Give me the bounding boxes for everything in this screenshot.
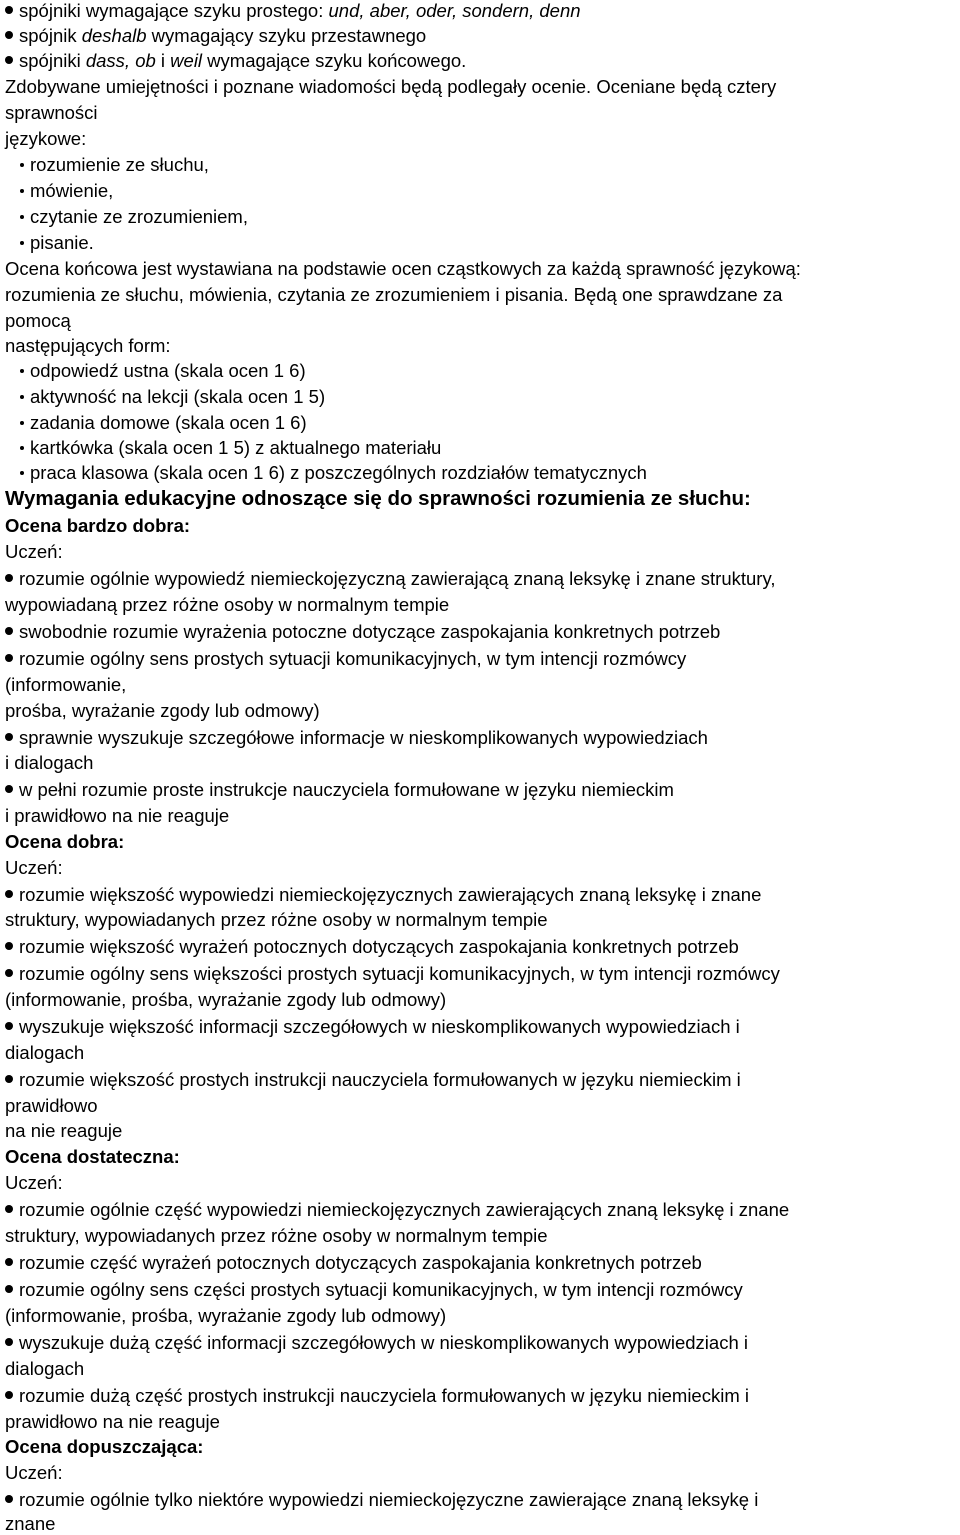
list-item xyxy=(5,1016,740,1038)
list-item-continuation: prawidłowo xyxy=(5,1095,98,1116)
bullet-icon xyxy=(5,574,13,582)
list-item-continuation: na nie reaguje xyxy=(5,1120,123,1141)
paragraph-line: Ocena końcowa jest wystawiana na podstawie ocen cząstkowych za każdą sprawność językową: xyxy=(5,258,801,279)
list-item xyxy=(5,936,739,958)
bullet-icon xyxy=(20,421,24,425)
paragraph-line: sprawności xyxy=(5,102,98,123)
bullet-icon xyxy=(20,163,24,167)
emphasis-text: deshalb xyxy=(81,25,147,46)
bullet-icon xyxy=(5,56,13,64)
paragraph-line: następujących form: xyxy=(5,335,171,356)
text: rozumie ogólnie wypowiedź niemieckojęzyczną zawierającą znaną leksykę i znane struktury, xyxy=(19,568,776,589)
list-item-continuation: dialogach xyxy=(5,1358,85,1379)
list-item xyxy=(20,206,248,228)
section-heading: Wymagania edukacyjne odnoszące się do sprawności rozumienia ze słuchu: xyxy=(5,487,751,510)
text: rozumienie ze słuchu, xyxy=(30,154,209,175)
list-item xyxy=(5,25,426,47)
list-item xyxy=(5,963,780,985)
text: rozumie większość wyrażeń potocznych dotyczących zaspokajania konkretnych potrzeb xyxy=(19,936,739,957)
list-item-continuation: dialogach xyxy=(5,1042,85,1063)
list-item xyxy=(5,0,581,22)
bullet-icon xyxy=(20,241,24,245)
bullet-icon xyxy=(5,785,13,793)
text: wyszukuje dużą część informacji szczegółowych w nieskomplikowanych wypowiedziach i xyxy=(19,1332,748,1353)
bullet-icon xyxy=(5,1258,13,1266)
list-item xyxy=(5,50,466,72)
list-item xyxy=(5,1252,702,1274)
emphasis-text: weil xyxy=(170,50,203,71)
text: odpowiedź ustna (skala ocen 1 6) xyxy=(30,360,306,381)
list-item xyxy=(20,386,325,408)
list-item-continuation: prawidłowo na nie reaguje xyxy=(5,1411,220,1432)
bullet-icon xyxy=(5,6,13,14)
text: spójniki wymagające szyku prostego: xyxy=(19,0,329,21)
grade-intro: Uczeń: xyxy=(5,1172,63,1193)
paragraph-line: językowe: xyxy=(5,128,87,149)
bullet-icon xyxy=(5,733,13,741)
bullet-icon xyxy=(20,215,24,219)
bullet-icon xyxy=(5,1391,13,1399)
list-item xyxy=(5,727,708,749)
bullet-icon xyxy=(5,1285,13,1293)
list-item xyxy=(5,779,674,801)
list-item xyxy=(20,412,307,434)
text: rozumie ogólny sens prostych sytuacji komunikacyjnych, w tym intencji rozmówcy xyxy=(19,648,687,669)
bullet-icon xyxy=(20,395,24,399)
emphasis-text: dass, ob xyxy=(85,50,156,71)
grade-title: Ocena dopuszczająca: xyxy=(5,1436,204,1457)
text: sprawnie wyszukuje szczegółowe informacje w nieskomplikowanych wypowiedziach xyxy=(19,727,708,748)
list-item-continuation: i dialogach xyxy=(5,752,94,773)
text: rozumie część wyrażeń potocznych dotyczących zaspokajania konkretnych potrzeb xyxy=(19,1252,702,1273)
text: aktywność na lekcji (skala ocen 1 5) xyxy=(30,386,326,407)
text: mówienie, xyxy=(30,180,114,201)
bullet-icon xyxy=(5,654,13,662)
list-item xyxy=(5,884,761,906)
list-item-continuation: (informowanie, prośba, wyrażanie zgody lub odmowy) xyxy=(5,989,447,1010)
text: praca klasowa (skala ocen 1 6) z poszczególnych rozdziałów tematycznych xyxy=(30,462,647,483)
list-item xyxy=(20,360,306,382)
text: spójniki xyxy=(19,50,86,71)
emphasis-text: und, aber, oder, sondern, denn xyxy=(328,0,581,21)
list-item-continuation: wypowiadaną przez różne osoby w normalnym tempie xyxy=(5,594,450,615)
grade-title: Ocena bardzo dobra: xyxy=(5,515,191,536)
list-item-continuation: struktury, wypowiadanych przez różne osoby w normalnym tempie xyxy=(5,909,548,930)
list-item xyxy=(5,1069,741,1091)
list-item xyxy=(5,1279,743,1301)
grade-intro: Uczeń: xyxy=(5,541,63,562)
text: pisanie. xyxy=(30,232,94,253)
text: swobodnie rozumie wyrażenia potoczne dotyczące zaspokajania konkretnych potrzeb xyxy=(19,621,721,642)
grade-intro: Uczeń: xyxy=(5,1462,63,1483)
text: wymagający szyku przestawnego xyxy=(146,25,427,46)
text: wyszukuje większość informacji szczegółowych w nieskomplikowanych wypowiedziach i xyxy=(19,1016,740,1037)
list-item xyxy=(20,437,441,459)
text: w pełni rozumie proste instrukcje nauczyciela formułowane w języku niemieckim xyxy=(19,779,674,800)
list-item-continuation: znane xyxy=(5,1513,56,1534)
list-item xyxy=(20,462,647,484)
list-item-continuation: prośba, wyrażanie zgody lub odmowy) xyxy=(5,700,320,721)
text: czytanie ze zrozumieniem, xyxy=(30,206,248,227)
grade-title: Ocena dostateczna: xyxy=(5,1146,180,1167)
bullet-icon xyxy=(20,446,24,450)
bullet-icon xyxy=(20,369,24,373)
grade-title: Ocena dobra: xyxy=(5,831,125,852)
bullet-icon xyxy=(5,1205,13,1213)
text: zadania domowe (skala ocen 1 6) xyxy=(30,412,307,433)
bullet-icon xyxy=(5,1495,13,1503)
bullet-icon xyxy=(5,969,13,977)
text: spójnik xyxy=(19,25,82,46)
paragraph-line: Zdobywane umiejętności i poznane wiadomości będą podlegały ocenie. Oceniane będą cztery xyxy=(5,76,777,97)
bullet-icon xyxy=(5,1075,13,1083)
list-item xyxy=(5,1332,748,1354)
list-item-continuation: (informowanie, prośba, wyrażanie zgody lub odmowy) xyxy=(5,1305,447,1326)
list-item-continuation: struktury, wypowiadanych przez różne osoby w normalnym tempie xyxy=(5,1225,548,1246)
text: rozumie dużą część prostych instrukcji nauczyciela formułowanych w języku niemieckim i xyxy=(19,1385,749,1406)
text: rozumie ogólnie tylko niektóre wypowiedzi niemieckojęzyczne zawierające znaną leksykę i xyxy=(19,1489,759,1510)
list-item xyxy=(20,232,94,254)
list-item xyxy=(5,1489,758,1511)
text: rozumie ogólny sens części prostych sytuacji komunikacyjnych, w tym intencji rozmówcy xyxy=(19,1279,743,1300)
text: wymagające szyku końcowego. xyxy=(202,50,467,71)
grade-intro: Uczeń: xyxy=(5,857,63,878)
list-item xyxy=(5,568,775,590)
paragraph-line: pomocą xyxy=(5,310,71,331)
bullet-icon xyxy=(5,890,13,898)
list-item xyxy=(20,154,209,176)
bullet-icon xyxy=(20,471,24,475)
list-item-continuation: (informowanie, xyxy=(5,674,127,695)
text: rozumie ogólny sens większości prostych sytuacji komunikacyjnych, w tym intencji rozmówcy xyxy=(19,963,780,984)
text: rozumie większość wypowiedzi niemieckojęzycznych zawierających znaną leksykę i znane xyxy=(19,884,762,905)
list-item xyxy=(5,1385,749,1407)
text: rozumie większość prostych instrukcji nauczyciela formułowanych w języku niemieckim i xyxy=(19,1069,741,1090)
list-item xyxy=(5,1199,789,1221)
list-item-continuation: i prawidłowo na nie reaguje xyxy=(5,805,230,826)
list-item xyxy=(20,180,113,202)
bullet-icon xyxy=(5,1338,13,1346)
paragraph-line: rozumienia ze słuchu, mówienia, czytania ze zrozumieniem i pisania. Będą one sprawdzane za xyxy=(5,284,783,305)
bullet-icon xyxy=(5,627,13,635)
bullet-icon xyxy=(5,942,13,950)
list-item xyxy=(5,648,686,670)
bullet-icon xyxy=(20,189,24,193)
bullet-icon xyxy=(5,31,13,39)
text: kartkówka (skala ocen 1 5) z aktualnego materiału xyxy=(30,437,442,458)
list-item xyxy=(5,621,720,643)
text: rozumie ogólnie część wypowiedzi niemieckojęzycznych zawierających znaną leksykę i znane xyxy=(19,1199,790,1220)
bullet-icon xyxy=(5,1022,13,1030)
text: i xyxy=(155,50,171,71)
